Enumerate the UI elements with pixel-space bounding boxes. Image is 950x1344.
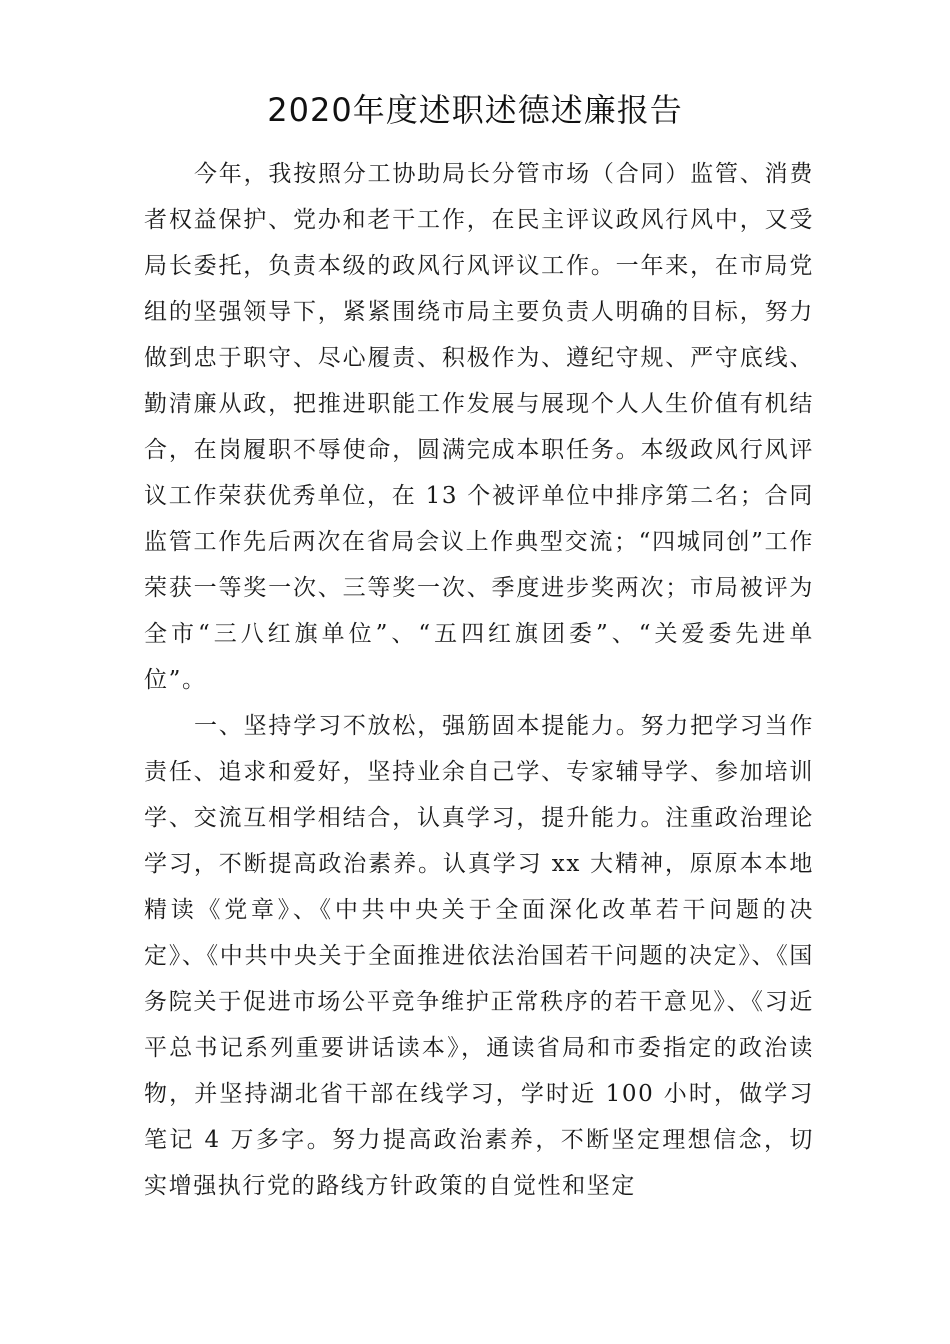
document-title: 2020年度述职述德述廉报告 xyxy=(267,91,683,129)
document-body xyxy=(144,151,814,1209)
paragraph-intro: 今年，我按照分工协助局长分管市场（合同）监管、消费者权益保护、党办和老干工作，在民主评议政风行风中，又受局长委托，负责本级的政风行风评议工作。一年来，在市局党组的坚强领导下，紧紧围绕市局主要负责人明确的目标，努力做到忠于职守、尽心履责、积极作为、遵纪守规、严守底线、勤清廉从政，把推进职能工作发展与展现个人人生价值有机结合，在岗履职不辱使命，圆满完成本职任务。本级政风行风评议工作荣获优秀单位，在 13 个被评单位中排序第二名；合同监管工作先后两次在省局会议上作典型交流；“四城同创”工作荣获一等奖一次、三等奖一次、季度进步奖两次；市局被评为全市“三八红旗单位”、“五四红旗团委”、“关爱委先进单位”。 xyxy=(144,161,814,693)
paragraph-section-one: 一、坚持学习不放松，强筋固本提能力。努力把学习当作责任、追求和爱好，坚持业余自己学、专家辅导学、参加培训学、交流互相学相结合，认真学习，提升能力。注重政治理论学习，不断提高政治素养。认真学习 xx 大精神，原原本本地精读《党章》、《中共中央关于全面深化改革若干问题的决定》、《中共中央关于全面推进依法治国若干问题的决定》、《国务院关于促进市场公平竞争维护正常秩序的若干意见》、《习近平总书记系列重要讲话读本》，通读省局和市委指定的政治读物，并坚持湖北省干部在线学习，学时近 100 小时，做学习笔记 4 万多字。努力提高政治素养，不断坚定理想信念，切实增强执行党的路线方针政策的自觉性和坚定 xyxy=(144,713,814,1199)
